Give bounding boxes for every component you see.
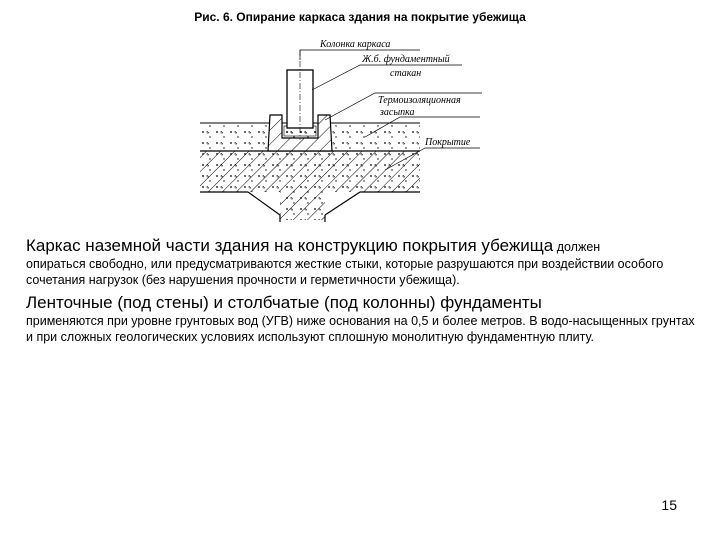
label-column: Колонка каркаса xyxy=(320,39,391,50)
paragraph2-text: применяются при уровне грунтовых вод (УГВ) ниже основания на 0,5 и более метров. В водо-насыщенных грунтах и при сложных геологических условиях используют сплошную монолитную фундаментную плиту. xyxy=(26,313,695,344)
label-foundation-cup-2: стакан xyxy=(390,68,422,79)
label-insulation-1: Термоизоляционная xyxy=(378,95,461,106)
label-foundation-cup-1: Ж.б. фундаментный xyxy=(362,54,450,65)
paragraph1-inline: должен xyxy=(553,240,601,254)
paragraph1-text: опираться свободно, или предусматриваются жесткие стыки, которые разрушаются при воздействии особого сочетания нагрузок (без нарушения прочности и герметичности убежища). xyxy=(26,256,664,287)
paragraph2-heading: Ленточные (под стены) и столбчатые (под колонны) фундаменты xyxy=(26,293,542,312)
paragraph-foundations xyxy=(26,295,696,346)
paragraph1-heading: Каркас наземной части здания на конструкцию покрытия убежища xyxy=(26,236,554,255)
figure-title: Рис. 6. Опирание каркаса здания на покрытие убежища xyxy=(194,10,526,24)
technical-drawing xyxy=(200,30,500,235)
paragraph-frame-to-cover xyxy=(26,238,696,289)
page-number: 15 xyxy=(661,497,677,513)
label-insulation-2: засыпка xyxy=(380,107,415,118)
label-cover: Покрытие xyxy=(425,137,471,148)
